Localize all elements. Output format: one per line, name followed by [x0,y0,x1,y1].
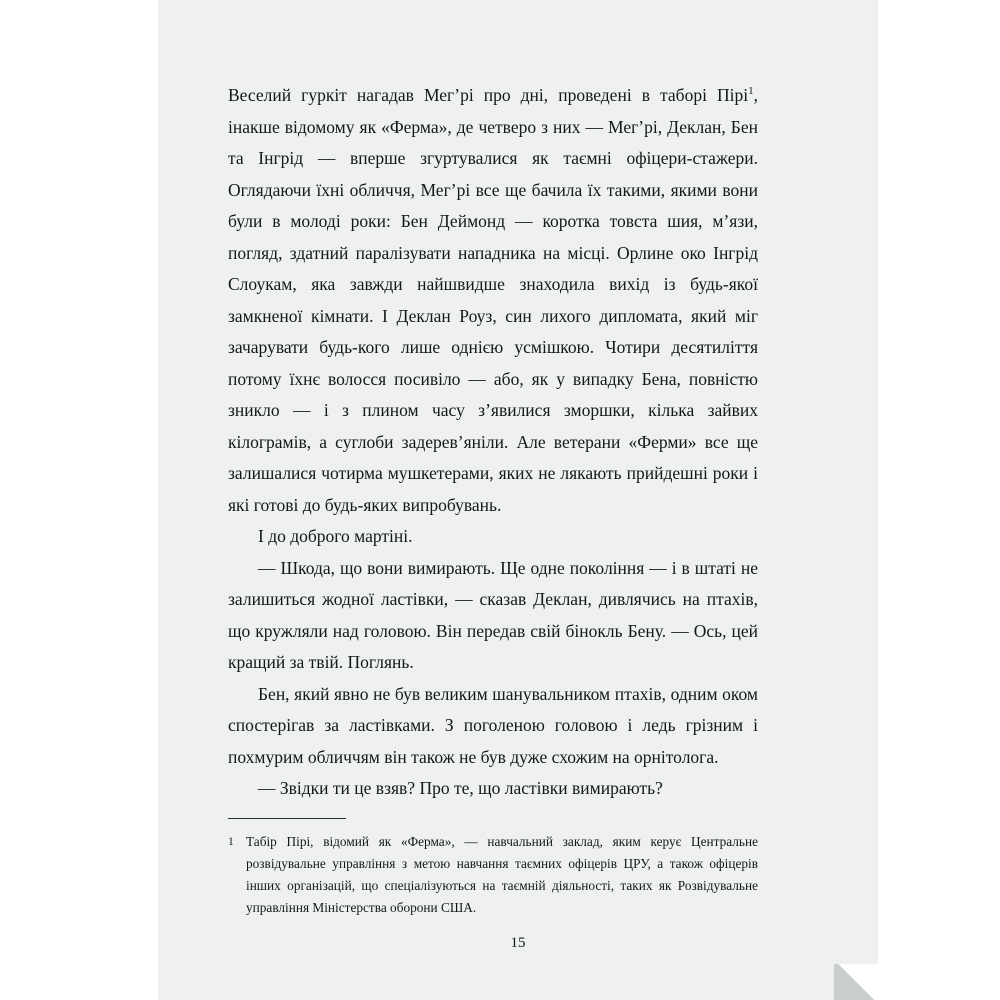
paragraph-1-text-after-footnote: , інакше відомому як «Ферма», де четверо з них — Мег’рі, Деклан, Бен та Інгрід — вперше згуртувалися як таємні офіцери-стажери. Оглядаючи їхні обличчя, Мег’рі все ще бачила їх такими, якими вони були в молоді роки: Бен Деймонд — коротка товста шия, м’язи, погляд, здатний паралізувати нападника на місці. Орлине око Інгрід Слоукам, яка завжди найшвидше знаходила вихід із будь-якої замкненої кімнати. І Деклан Роуз, син лихого дипломата, який міг зачарувати будь-кого лише однією усмішкою. Чотири десятиліття потому їхнє волосся посивіло — або, як у випадку Бена, повністю зникло — і з плином часу з’явилися зморшки, кілька зайвих кілограмів, а суглоби задерев’яніли. Але ветерани «Ферми» все ще залишалися чотирма мушкетерами, яких не лякають прийдешні роки і які готові до будь-яких випробувань. [228,85,758,515]
paragraph-1 [228,80,758,521]
footnote-marker: 1 [228,836,234,848]
paragraph-4: Бен, який явно не був великим шанувальником птахів, одним оком спостерігав за ластівками. З поголеною головою і ледь грізним і похмурим обличчям він також не був дуже схожим на орнітолога. [228,683,758,767]
footnote-separator-rule [228,818,346,819]
page-number: 15 [510,935,526,951]
paragraph-2: І до доброго мартіні. [258,526,413,546]
footnote-text: Табір Пірі, відомий як «Ферма», — навчальний заклад, яким керує Центральне розвідувальне управління з метою навчання таємних офіцерів ЦРУ, а також офіцерів інших організацій, що спеціалізуються на таємній діяльності, таких як Розвідувальне управління Міністерства оборони США. [246,834,758,915]
footnote-body [228,831,758,919]
paragraph-5: — Звідки ти це взяв? Про те, що ластівки вимирають? [258,778,663,798]
paragraph-3: — Шкода, що вони вимирають. Ще одне покоління — і в штаті не залишиться жодної ластівки, — сказав Деклан, дивлячись на птахів, що кружляли над головою. Він передав свій бінокль Бену. — Ось, цей кращий за твій. Поглянь. [228,557,758,672]
footnote-reference-marker[interactable]: 1 [748,85,754,98]
book-page-scan [158,0,878,1000]
footnote-area [228,818,758,919]
paragraph-1-text-before-footnote: Веселий гуркіт нагадав Мег’рі про дні, проведені в таборі Пірі [228,85,749,105]
page-text-column [228,80,758,805]
